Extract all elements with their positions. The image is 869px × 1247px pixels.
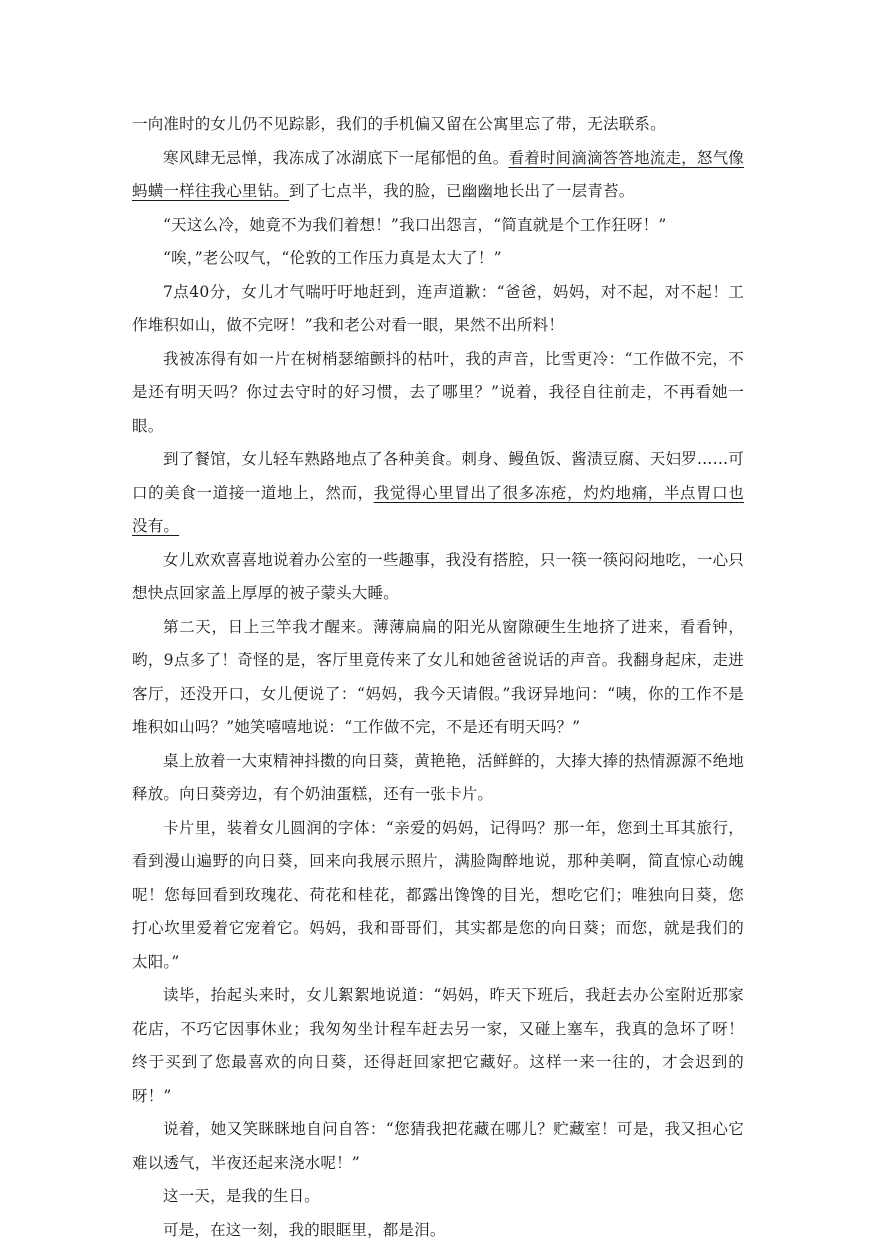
paragraph-3: “天这么冷，她竟不为我们着想！”我口出怨言，“简直就是个工作狂呀！” <box>132 209 744 243</box>
paragraph-7 <box>132 443 744 544</box>
paragraph-15: 可是，在这一刻，我的眼眶里，都是泪。 <box>132 1214 744 1247</box>
underlined-sentence-2: 我觉得心里冒出了很多冻疮，灼灼地痛，半点胃口也没有。 <box>132 484 744 536</box>
paragraph-6: 我被冻得有如一片在树梢瑟缩颤抖的枯叶，我的声音，比雪更冷：“工作做不完，不是还有明天吗？你过去守时的好习惯，去了哪里？”说着，我径自往前走，不再看她一眼。 <box>132 343 744 444</box>
paragraph-12: 读毕，抬起头来时，女儿絮絮地说道：“妈妈，昨天下班后，我赶去办公室附近那家花店，不巧它因事休业；我匆匆坐计程车赶去另一家，又碰上塞车，我真的急坏了呀！终于买到了您最喜欢的向日葵，还得赶回家把它藏好。这样一来一往的，才会迟到的呀！” <box>132 979 744 1113</box>
paragraph-2-tail: 到了七点半，我的脸，已幽幽地长出了一层青苔。 <box>289 182 634 200</box>
paragraph-10: 桌上放着一大束精神抖擞的向日葵，黄艳艳，活鲜鲜的，大捧大捧的热情源源不绝地释放。向日葵旁边，有个奶油蛋糕，还有一张卡片。 <box>132 745 744 812</box>
paragraph-4: “唉，”老公叹气，“伦敦的工作压力真是太大了！” <box>132 242 744 276</box>
paragraph-2-lead: 寒风肆无忌惮，我冻成了冰湖底下一尾郁悒的鱼。 <box>163 149 508 167</box>
paragraph-8: 女儿欢欢喜喜地说着办公室的一些趣事，我没有搭腔，只一筷一筷闷闷地吃，一心只想快点回家盖上厚厚的被子蒙头大睡。 <box>132 544 744 611</box>
paragraph-11: 卡片里，装着女儿圆润的字体：“亲爱的妈妈，记得吗？那一年，您到土耳其旅行，看到漫山遍野的向日葵，回来向我展示照片，满脸陶醉地说，那种美啊，简直惊心动魄呢！您每回看到玫瑰花、荷花和桂花，都露出馋馋的目光，想吃它们；唯独向日葵，您打心坎里爱着它宠着它。妈妈，我和哥哥们，其实都是您的向日葵；而您，就是我们的太阳。” <box>132 812 744 980</box>
paragraph-2 <box>132 142 744 209</box>
paragraph-13: 说着，她又笑眯眯地自问自答：“您猜我把花藏在哪儿？贮藏室！可是，我又担心它难以透气，半夜还起来浇水呢！” <box>132 1113 744 1180</box>
paragraph-9: 第二天，日上三竿我才醒来。薄薄扁扁的阳光从窗隙硬生生地挤了进来，看看钟，哟，9点多了！奇怪的是，客厅里竟传来了女儿和她爸爸说话的声音。我翻身起床，走进客厅，还没开口，女儿便说了：“妈妈，我今天请假。”我讶异地问：“咦，你的工作不是堆积如山吗？”她笑嘻嘻地说：“工作做不完，不是还有明天吗？” <box>132 611 744 745</box>
paragraph-5: 7点40分，女儿才气喘吁吁地赶到，连声道歉：“爸爸，妈妈，对不起，对不起！工作堆积如山，做不完呀！”我和老公对看一眼，果然不出所料！ <box>132 276 744 343</box>
paragraph-1: 一向准时的女儿仍不见踪影，我们的手机偏又留在公寓里忘了带，无法联系。 <box>132 108 744 142</box>
document-body <box>132 108 744 1247</box>
paragraph-14: 这一天，是我的生日。 <box>132 1180 744 1214</box>
paragraph-7-lead: 到了餐馆，女儿轻车熟路地点了各种美食。刺身、鳗鱼饭、酱渍豆腐、天妇罗……可口的美食一道接一道地上，然而， <box>132 450 744 502</box>
underlined-sentence-1: 看着时间滴滴答答地流走，怒气像蚂蟥一样往我心里钻。 <box>132 149 744 201</box>
